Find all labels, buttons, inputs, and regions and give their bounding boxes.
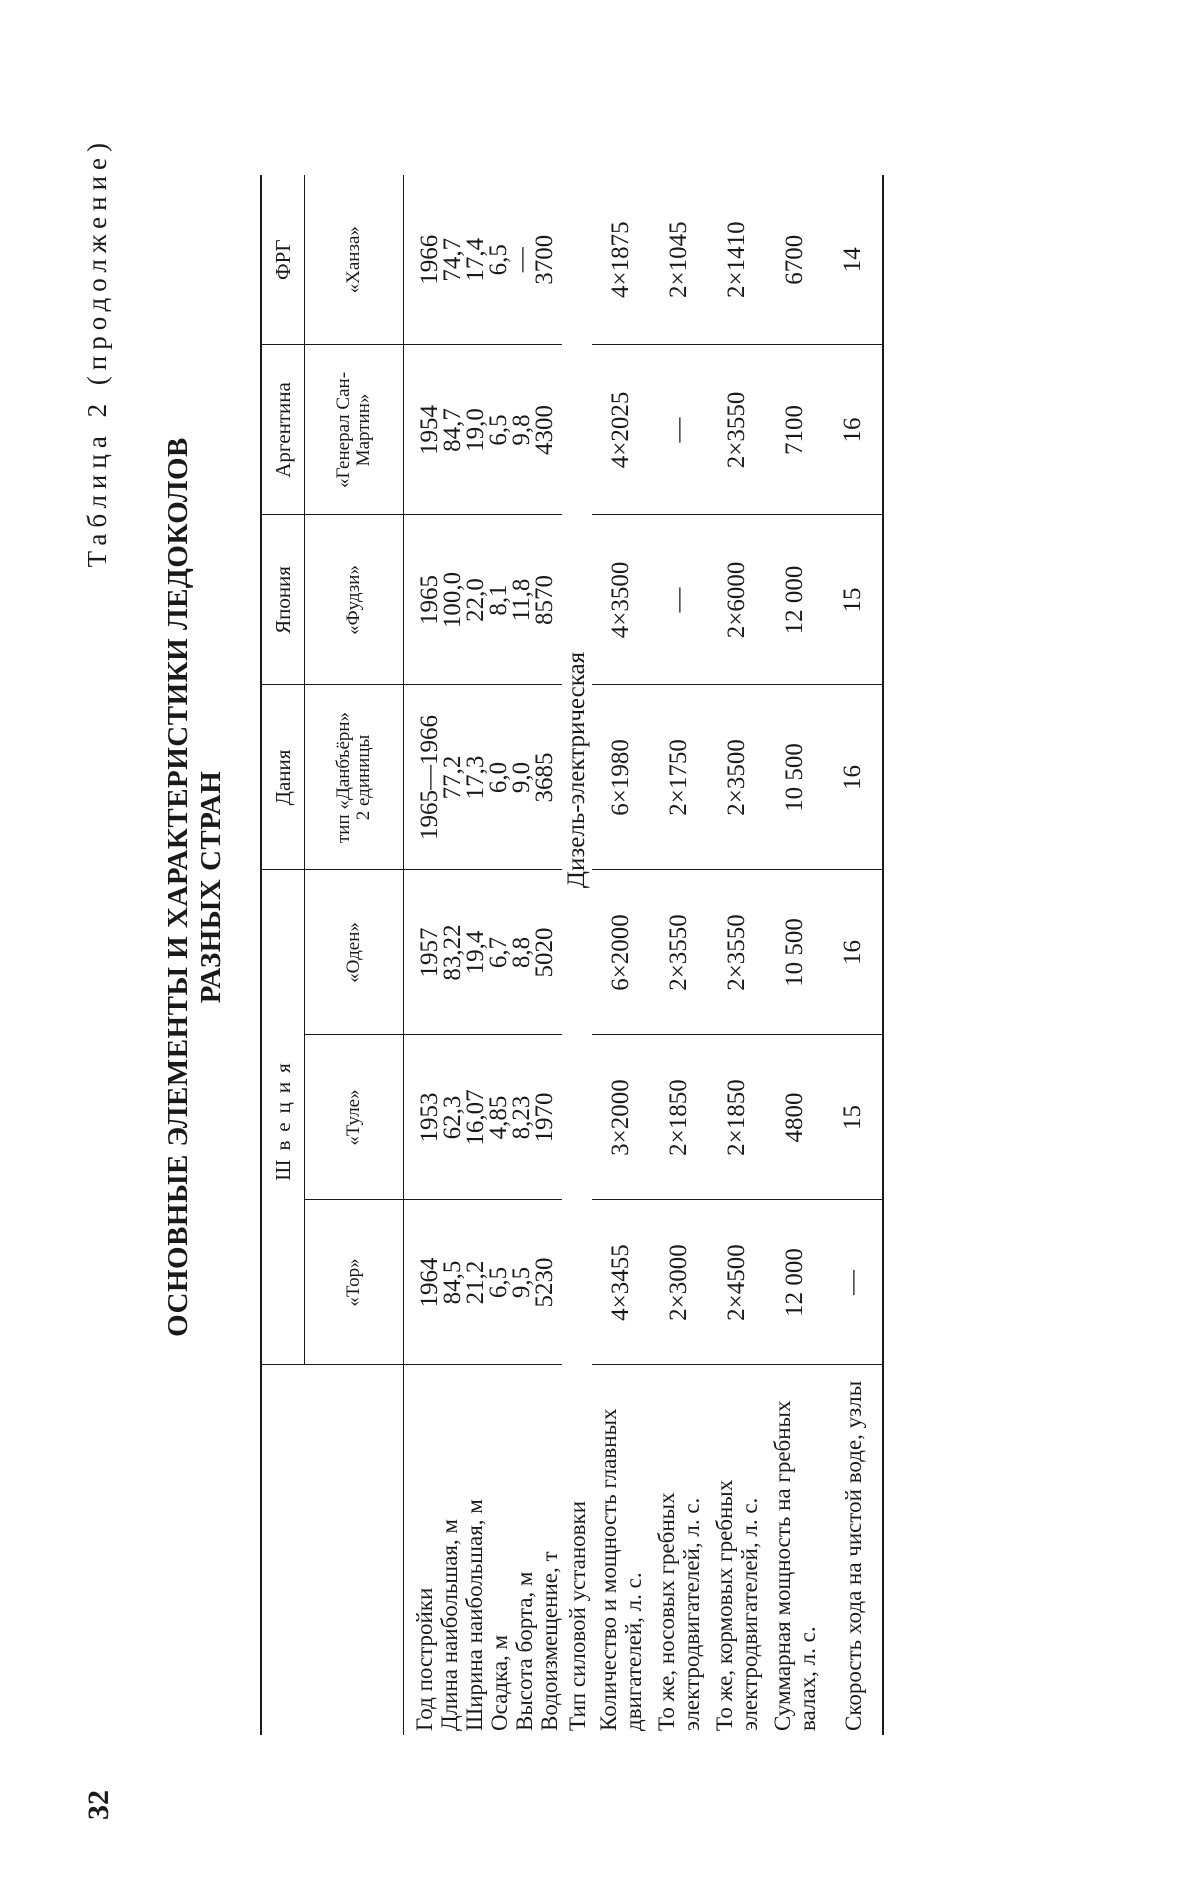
page-number: 32 (82, 1790, 115, 1820)
cell: 10 500 (766, 685, 824, 870)
row-label: То же, носовых гребных электродвигателей, л. с. (654, 1492, 704, 1731)
ship-header: «Ханза» (305, 175, 404, 345)
row-label: Водоизмещение, т (537, 1551, 562, 1731)
country-header: Аргентина (261, 345, 305, 515)
row-label: Ширина наибольшая, м (462, 1499, 487, 1731)
cell: — (650, 345, 708, 515)
basic-column: 1957 83,22 19,4 6,7 8,8 5020 (404, 870, 563, 1035)
row-label: Год постройки (412, 1587, 437, 1731)
basic-column: 1965—1966 77,2 17,3 6,0 9,0 3685 (404, 685, 563, 870)
cell: 2×1045 (650, 175, 708, 345)
row-label: Суммарная мощность на гребных валах, л. с. (770, 1400, 820, 1731)
basic-column: 1966 74,7 17,4 6,5 — 3700 (404, 175, 563, 345)
basic-column: 1964 84,5 21,2 6,5 9,5 5230 (404, 1200, 563, 1365)
cell: 3×2000 (592, 1035, 650, 1200)
ship-header: «Тор» (305, 1200, 404, 1365)
title-line-2: РАЗНЫХ СТРАН (195, 770, 227, 1004)
cell: 4×3500 (592, 515, 650, 685)
cell: 16 (824, 685, 883, 870)
power-row (592, 175, 650, 1735)
country-header: Дания (261, 685, 305, 870)
country-header: ФРГ (261, 175, 305, 345)
row-label: Скорость хода на чистой воде, узлы (824, 1365, 883, 1735)
cell: 16 (824, 345, 883, 515)
table-caption: Таблица 2 (продолжение) (82, 137, 112, 568)
cell: 2×1750 (650, 685, 708, 870)
cell: 7100 (766, 345, 824, 515)
power-row (766, 175, 824, 1735)
cell: 4800 (766, 1035, 824, 1200)
cell: 2×3000 (650, 1200, 708, 1365)
cell: — (650, 515, 708, 685)
cell: 4×3455 (592, 1200, 650, 1365)
basic-column: 1953 62,3 16,07 4,85 8,23 1970 (404, 1035, 563, 1200)
page-title (162, 307, 228, 1467)
cell: 12 000 (766, 515, 824, 685)
ship-header: «Генерал Сан-Мартин» (305, 345, 404, 515)
cell: 4×2025 (592, 345, 650, 515)
ship-header: «Оден» (305, 870, 404, 1035)
cell: 2×4500 (708, 1200, 766, 1365)
cell: 2×3500 (708, 685, 766, 870)
row-label: Количество и мощность главных двигателей, л. с. (596, 1408, 646, 1731)
cell: 12 000 (766, 1200, 824, 1365)
header-corner (261, 1365, 404, 1735)
cell: 2×1850 (650, 1035, 708, 1200)
cell: 2×3550 (708, 345, 766, 515)
row-label: Длина наибольшая, м (437, 1519, 462, 1731)
country-header: Швеция (261, 870, 305, 1365)
ship-header: «Фудзи» (305, 515, 404, 685)
country-header-row (261, 175, 305, 1735)
cell: 4×1875 (592, 175, 650, 345)
cell: 2×6000 (708, 515, 766, 685)
power-row (708, 175, 766, 1735)
cell: — (824, 1200, 883, 1365)
row-label: Тип силовой установки (564, 1501, 590, 1731)
cell: 15 (824, 515, 883, 685)
country-header: Япония (261, 515, 305, 685)
icebreaker-table (260, 175, 884, 1735)
cell: 2×1850 (708, 1035, 766, 1200)
title-line-1: ОСНОВНЫЕ ЭЛЕМЕНТЫ И ХАРАКТЕРИСТИКИ ЛЕДОКОЛОВ (162, 437, 194, 1337)
basic-data-row (404, 175, 563, 1735)
cell: 2×3550 (650, 870, 708, 1035)
cell: 15 (824, 1035, 883, 1200)
power-row (824, 175, 883, 1735)
row-label: То же, кормовых гребных электродвигателей, л. с. (712, 1479, 762, 1731)
cell: 14 (824, 175, 883, 345)
cell: 6700 (766, 175, 824, 345)
basic-column: 1965 100,0 22,0 8,1 11,8 8570 (404, 515, 563, 685)
plant-type-row (562, 175, 592, 1735)
basic-column: 1954 84,7 19,0 6,5 9,8 4300 (404, 345, 563, 515)
ship-header: «Туле» (305, 1035, 404, 1200)
row-label: Осадка, м (487, 1634, 512, 1731)
cell: 10 500 (766, 870, 824, 1035)
cell: 6×2000 (592, 870, 650, 1035)
cell: 2×1410 (708, 175, 766, 345)
plant-type-value: Дизель-электрическая (563, 651, 590, 889)
cell: 16 (824, 870, 883, 1035)
ship-header: тип «Данбъёрн» 2 единицы (305, 685, 404, 870)
power-row (650, 175, 708, 1735)
basic-labels (404, 1365, 563, 1735)
cell: 2×3550 (708, 870, 766, 1035)
cell: 6×1980 (592, 685, 650, 870)
row-label: Высота борта, м (512, 1571, 537, 1731)
